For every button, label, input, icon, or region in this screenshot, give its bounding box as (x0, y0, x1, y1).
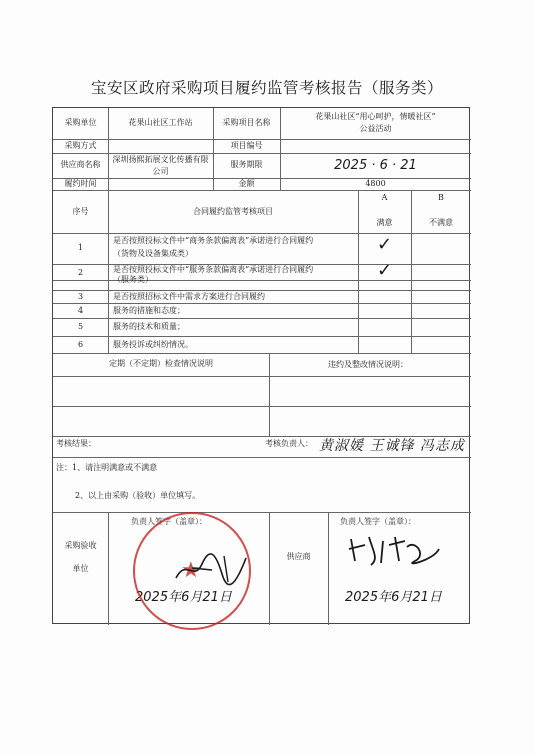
supplier-bottom-label: 供应商 (286, 552, 311, 561)
buyer-accept-label-line1: 采购验收 (64, 541, 97, 550)
row-2-item-line1: 是否按照投标文件中“服务条款偏离表”承诺进行合同履约 (113, 265, 314, 274)
amount-label: 金额 (238, 179, 255, 188)
supplier-value-line2: 公司 (152, 167, 169, 176)
col-a-sub: 满意 (376, 218, 393, 227)
row-4-no: 4 (77, 306, 84, 315)
buyer-sign-date: 2025年6月21日 (135, 590, 232, 605)
row-4-item: 服务的措施和态度； (113, 306, 185, 315)
row-2-no: 2 (77, 268, 84, 277)
row-6-no: 6 (77, 340, 84, 349)
supplier-sign-date: 2025年6月21日 (345, 590, 442, 605)
row-3-item: 是否按照招标文件中需求方案进行合同履约 (113, 292, 265, 301)
note-2: 2、以上由采购（验收）单位填写。 (75, 491, 201, 500)
project-no-label: 项目编号 (230, 141, 263, 150)
buyer-label: 采购单位 (64, 118, 97, 127)
contract-time-label: 履约时间 (64, 179, 97, 188)
buyer-sign-label: 负责人签字（盖章）： (131, 517, 207, 526)
row-1-no: 1 (77, 243, 84, 252)
inspector-signature: 黄淑媛 王诚锋 冯志成 (319, 438, 465, 454)
service-period-value: 2025 · 6 · 21 (334, 158, 417, 173)
buyer-value: 花果山社区工作站 (128, 118, 193, 127)
supplier-label: 供应商名称 (60, 160, 101, 169)
col-b-header: B (438, 193, 444, 202)
row-5-item: 服务的技术和质量； (113, 322, 185, 331)
col-a-header: A (381, 193, 388, 202)
col-item-header: 合同履约监管考核项目 (193, 207, 273, 216)
row-1-check-a: ✓ (376, 234, 393, 255)
buyer-signature (172, 548, 252, 588)
row-3-no: 3 (77, 292, 84, 301)
row-5-no: 5 (77, 322, 84, 331)
row-6-item: 服务投诉或纠纷情况。 (113, 340, 193, 349)
amount-value: 4800 (365, 179, 386, 188)
supplier-signature (345, 531, 445, 571)
result-label: 考核结果： (56, 439, 96, 448)
col-no-header: 序号 (72, 207, 89, 216)
page-title: 宝安区政府采购项目履约监管考核报告（服务类） (90, 79, 443, 97)
method-label: 采购方式 (64, 141, 97, 150)
inspector-label: 考核负责人： (265, 439, 313, 448)
row-2-item-line2: （服务类） (113, 275, 153, 284)
row-2-check-a: ✓ (376, 260, 393, 281)
service-period-label: 服务期限 (230, 160, 263, 169)
buyer-accept-label-line2: 单位 (72, 564, 89, 573)
supplier-sign-label: 负责人签字（盖章）： (340, 517, 416, 526)
supplier-value-line1: 深圳扬熙拓展文化传播有限 (112, 155, 209, 164)
inspection-left-label: 定期（不定期）检查情况说明 (109, 359, 213, 368)
note-1: 注：1、请注明满意或不满意 (56, 463, 158, 472)
project-name-value-line2: 公益活动 (359, 124, 392, 133)
col-b-sub: 不满意 (429, 218, 453, 227)
project-name-label: 采购项目名称 (222, 118, 271, 127)
project-name-value-line1: 花果山社区“用心呵护，情暖社区” (315, 112, 436, 121)
inspection-right-label: 违约及整改情况说明： (328, 360, 408, 369)
row-1-item-line1: 是否按照投标文件中“商务条款偏离表”承诺进行合同履约 (113, 236, 314, 245)
seal-star-icon: ★ (181, 558, 201, 583)
row-1-item-line2: （货物及设备集成类） (113, 249, 193, 258)
